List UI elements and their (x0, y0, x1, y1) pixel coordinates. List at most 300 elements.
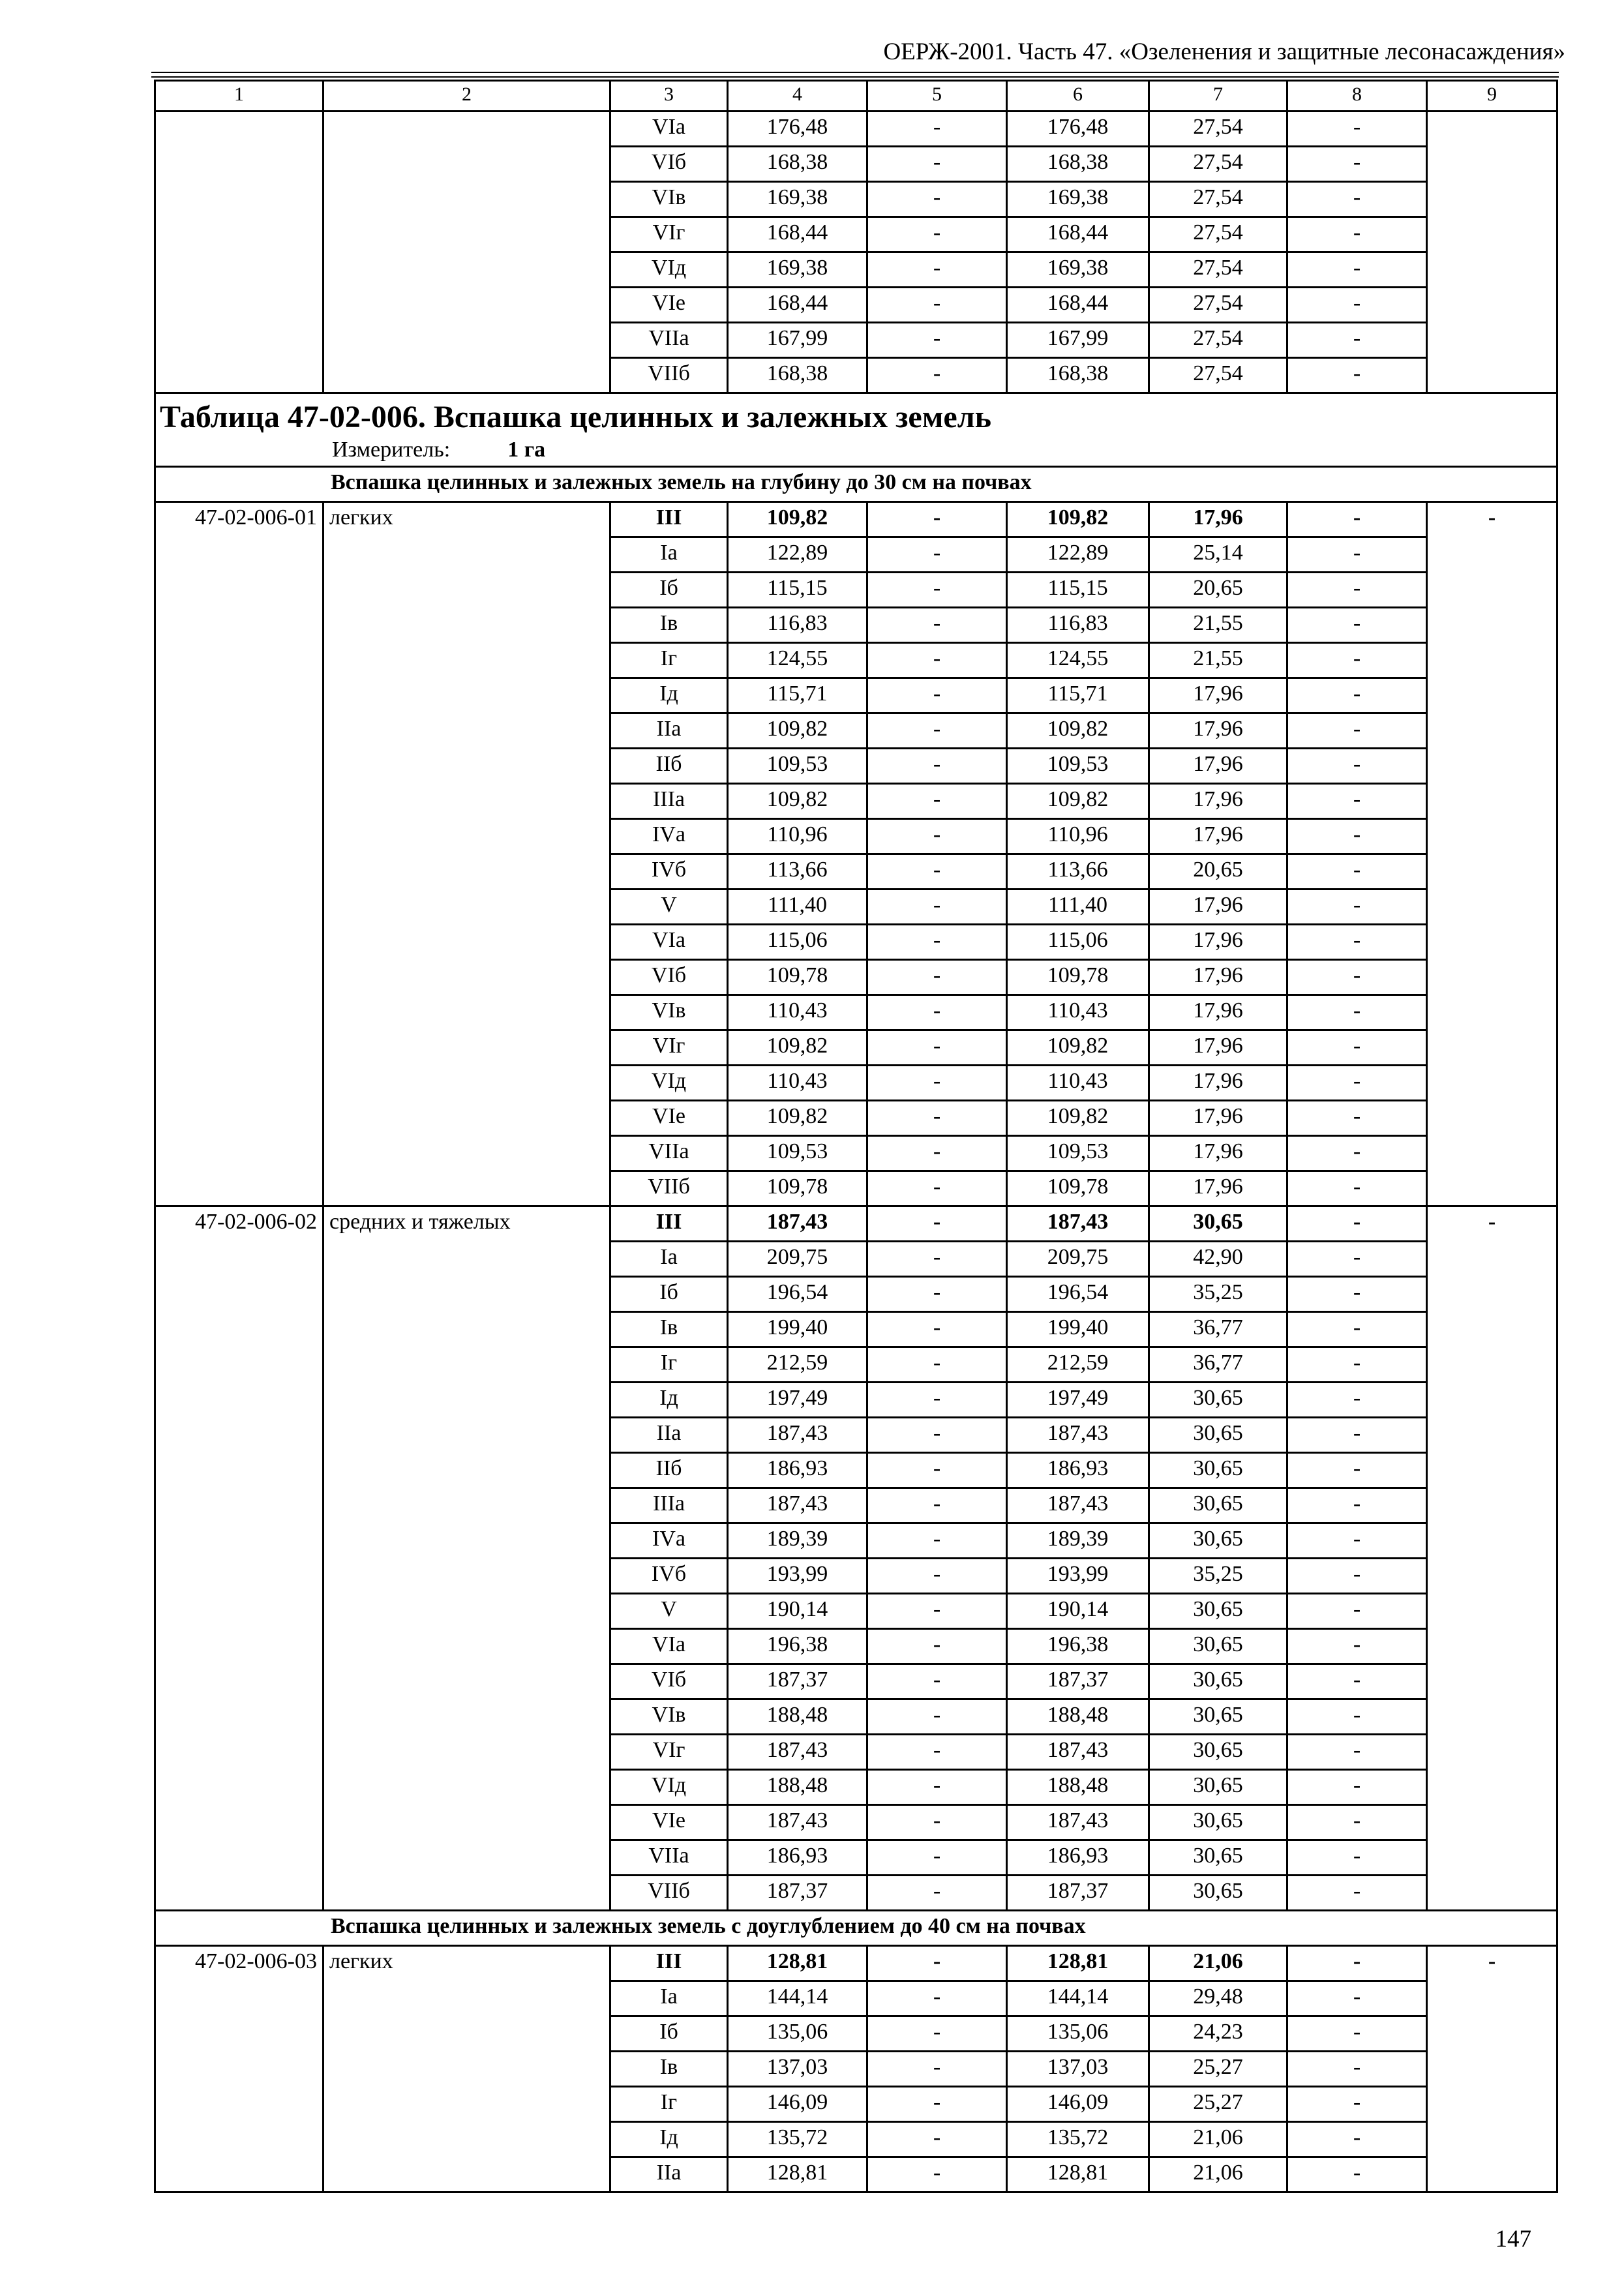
value-cell: 188,48 (728, 1770, 867, 1805)
value-cell: - (1287, 288, 1427, 323)
code-cell (155, 112, 323, 393)
value-cell: - (867, 1347, 1007, 1383)
value-cell: - (867, 537, 1007, 573)
value-cell: - (867, 1981, 1007, 2016)
value-cell: 187,43 (1007, 1805, 1149, 1840)
column-number: 4 (728, 81, 867, 112)
value-cell: Iа (610, 1981, 728, 2016)
unit-line (156, 437, 1556, 463)
value-cell: - (1287, 608, 1427, 643)
value-cell: IVб (610, 1559, 728, 1594)
value-cell: VIа (610, 925, 728, 960)
code-cell: 47-02-006-01 (155, 502, 323, 1206)
value-cell: - (1287, 1735, 1427, 1770)
value-cell: Iб (610, 2016, 728, 2052)
value-cell: - (1287, 1488, 1427, 1523)
value-cell: 193,99 (1007, 1559, 1149, 1594)
value-cell: VIд (610, 1066, 728, 1101)
value-cell: 137,03 (1007, 2052, 1149, 2087)
value-cell: - (867, 1242, 1007, 1277)
value-cell: 109,82 (1007, 502, 1149, 537)
value-cell: 109,53 (728, 749, 867, 784)
value-cell: 27,54 (1149, 288, 1287, 323)
value-cell: - (1287, 1066, 1427, 1101)
value-cell: 110,96 (1007, 819, 1149, 854)
value-cell: - (1287, 1629, 1427, 1664)
value-cell: - (1287, 573, 1427, 608)
value-cell: - (867, 1946, 1007, 1981)
value-cell: 17,96 (1149, 995, 1287, 1030)
value-cell: 30,65 (1149, 1876, 1287, 1911)
value-cell: 30,65 (1149, 1383, 1287, 1418)
value-cell: 188,48 (728, 1699, 867, 1735)
value-cell: IIIа (610, 784, 728, 819)
value-cell: 17,96 (1149, 1030, 1287, 1066)
value-cell: - (867, 1876, 1007, 1911)
value-cell: - (867, 2122, 1007, 2157)
value-cell: VIб (610, 960, 728, 995)
value-cell: IIб (610, 749, 728, 784)
value-cell: VIе (610, 1805, 728, 1840)
value-cell: 17,96 (1149, 749, 1287, 784)
column-number: 8 (1287, 81, 1427, 112)
value-cell: VIе (610, 1101, 728, 1136)
value-cell: - (867, 288, 1007, 323)
value-cell: 21,06 (1149, 2157, 1287, 2192)
value-cell: 135,72 (1007, 2122, 1149, 2157)
value-cell: - (1287, 1101, 1427, 1136)
value-cell: - (1287, 1805, 1427, 1840)
value-cell: 168,38 (1007, 358, 1149, 393)
value-cell: 193,99 (728, 1559, 867, 1594)
table-title: Таблица 47-02-006. Вспашка целинных и залежных земель (160, 400, 992, 434)
value-cell: - (867, 358, 1007, 393)
value-cell: Iд (610, 2122, 728, 2157)
value-cell: - (1287, 2157, 1427, 2192)
table-row (155, 502, 1557, 537)
page-number: 147 (1495, 2226, 1531, 2252)
value-cell: 168,38 (1007, 147, 1149, 182)
value-cell: VIб (610, 147, 728, 182)
value-cell: - (1287, 1453, 1427, 1488)
value-cell: 109,82 (728, 1030, 867, 1066)
value-cell: - (1287, 643, 1427, 678)
section-heading: Вспашка целинных и залежных земель на глубину до 30 см на почвах (155, 467, 1557, 502)
code-cell: 47-02-006-02 (155, 1206, 323, 1911)
value-cell: - (867, 1629, 1007, 1664)
value-cell: - (1287, 678, 1427, 713)
value-cell: VIIб (610, 358, 728, 393)
value-cell: 109,53 (728, 1136, 867, 1171)
value-cell: 196,38 (1007, 1629, 1149, 1664)
value-cell: 168,38 (728, 358, 867, 393)
value-cell: - (1287, 217, 1427, 252)
value-cell: 109,82 (728, 784, 867, 819)
value-cell: 189,39 (1007, 1523, 1149, 1559)
value-cell: 30,65 (1149, 1664, 1287, 1699)
value-cell: 30,65 (1149, 1840, 1287, 1876)
column-number: 5 (867, 81, 1007, 112)
value-cell: Iа (610, 537, 728, 573)
value-cell: 187,43 (728, 1206, 867, 1242)
value-cell: 27,54 (1149, 358, 1287, 393)
value-cell: 27,54 (1149, 112, 1287, 147)
value-cell: IIа (610, 713, 728, 749)
value-cell: IIб (610, 1453, 728, 1488)
value-cell: 30,65 (1149, 1805, 1287, 1840)
value-cell: 188,48 (1007, 1770, 1149, 1805)
value-cell: 109,82 (1007, 1030, 1149, 1066)
value-cell: - (867, 1488, 1007, 1523)
value-cell: 128,81 (1007, 1946, 1149, 1981)
value-cell: 30,65 (1149, 1206, 1287, 1242)
value-cell: 24,23 (1149, 2016, 1287, 2052)
value-cell: 116,83 (1007, 608, 1149, 643)
value-cell: Iв (610, 1312, 728, 1347)
value-cell: 135,06 (728, 2016, 867, 2052)
value-cell: - (1287, 1312, 1427, 1347)
value-cell: - (867, 713, 1007, 749)
value-cell: 20,65 (1149, 573, 1287, 608)
value-cell: - (867, 784, 1007, 819)
value-cell: 115,71 (1007, 678, 1149, 713)
value-cell: 27,54 (1149, 147, 1287, 182)
value-cell: - (1287, 252, 1427, 288)
value-cell: - (1287, 358, 1427, 393)
column-number: 2 (323, 81, 610, 112)
value-cell: - (867, 1770, 1007, 1805)
value-cell: V (610, 890, 728, 925)
value-cell: 109,82 (728, 1101, 867, 1136)
value-cell: 113,66 (728, 854, 867, 890)
value-cell: 17,96 (1149, 784, 1287, 819)
value-cell: VIа (610, 1629, 728, 1664)
value-cell: 199,40 (728, 1312, 867, 1347)
value-cell: 17,96 (1149, 713, 1287, 749)
value-cell: 169,38 (1007, 182, 1149, 217)
value-cell: 190,14 (1007, 1594, 1149, 1629)
value-cell: 169,38 (1007, 252, 1149, 288)
value-cell: - (1287, 1876, 1427, 1911)
value-cell: - (867, 147, 1007, 182)
col9-cell: - (1427, 502, 1557, 1206)
value-cell: - (1287, 960, 1427, 995)
value-cell: - (1287, 1594, 1427, 1629)
section-heading-row (155, 1911, 1557, 1946)
value-cell: 109,53 (1007, 749, 1149, 784)
value-cell: 196,54 (728, 1277, 867, 1312)
value-cell: - (867, 925, 1007, 960)
value-cell: - (1287, 1981, 1427, 2016)
value-cell: - (867, 1735, 1007, 1770)
value-cell: - (867, 1453, 1007, 1488)
name-cell (323, 112, 610, 393)
value-cell: - (867, 1418, 1007, 1453)
value-cell: 168,38 (728, 147, 867, 182)
value-cell: - (867, 1699, 1007, 1735)
value-cell: 124,55 (728, 643, 867, 678)
value-cell: - (867, 960, 1007, 995)
value-cell: 30,65 (1149, 1770, 1287, 1805)
value-cell: IIа (610, 1418, 728, 1453)
value-cell: 196,38 (728, 1629, 867, 1664)
value-cell: 42,90 (1149, 1242, 1287, 1277)
value-cell: 109,53 (1007, 1136, 1149, 1171)
value-cell: 209,75 (728, 1242, 867, 1277)
value-cell: VIIб (610, 1171, 728, 1206)
value-cell: 17,96 (1149, 502, 1287, 537)
value-cell: - (1287, 1418, 1427, 1453)
running-header: ОЕРЖ-2001. Часть 47. «Озеленения и защитные лесонасаждения» (883, 38, 1565, 65)
value-cell: - (1287, 1946, 1427, 1981)
value-cell: 109,78 (1007, 960, 1149, 995)
value-cell: 186,93 (728, 1840, 867, 1876)
value-cell: - (1287, 2052, 1427, 2087)
value-cell: VIIа (610, 323, 728, 358)
value-cell: 17,96 (1149, 678, 1287, 713)
value-cell: 212,59 (728, 1347, 867, 1383)
value-cell: 17,96 (1149, 1101, 1287, 1136)
value-cell: - (1287, 1347, 1427, 1383)
name-cell: легких (323, 502, 610, 1206)
value-cell: - (1287, 1171, 1427, 1206)
value-cell: 30,65 (1149, 1418, 1287, 1453)
value-cell: VIв (610, 1699, 728, 1735)
value-cell: - (867, 2157, 1007, 2192)
value-cell: 21,06 (1149, 2122, 1287, 2157)
value-cell: IVб (610, 854, 728, 890)
value-cell: 167,99 (728, 323, 867, 358)
value-cell: 199,40 (1007, 1312, 1149, 1347)
value-cell: - (1287, 1136, 1427, 1171)
value-cell: 187,43 (1007, 1418, 1149, 1453)
value-cell: - (1287, 537, 1427, 573)
value-cell: 115,15 (1007, 573, 1149, 608)
value-cell: - (867, 112, 1007, 147)
value-cell: Iг (610, 1347, 728, 1383)
value-cell: 17,96 (1149, 1171, 1287, 1206)
value-cell: 186,93 (1007, 1453, 1149, 1488)
value-cell: 128,81 (728, 1946, 867, 1981)
value-cell: 168,44 (1007, 288, 1149, 323)
value-cell: 146,09 (1007, 2087, 1149, 2122)
value-cell: - (867, 2087, 1007, 2122)
value-cell: 168,44 (1007, 217, 1149, 252)
value-cell: Iа (610, 1242, 728, 1277)
value-cell: 109,82 (1007, 1101, 1149, 1136)
value-cell: Iд (610, 678, 728, 713)
value-cell: - (1287, 713, 1427, 749)
value-cell: 21,06 (1149, 1946, 1287, 1981)
value-cell: 169,38 (728, 182, 867, 217)
value-cell: - (867, 2052, 1007, 2087)
value-cell: VIд (610, 252, 728, 288)
value-cell: VIб (610, 1664, 728, 1699)
value-cell: - (1287, 1277, 1427, 1312)
value-cell: 124,55 (1007, 643, 1149, 678)
table-title-cell (155, 393, 1557, 467)
col9-cell: - (1427, 1946, 1557, 2192)
value-cell: VIIб (610, 1876, 728, 1911)
value-cell: - (1287, 1030, 1427, 1066)
value-cell: VIе (610, 288, 728, 323)
value-cell: 187,43 (1007, 1488, 1149, 1523)
value-cell: - (1287, 2122, 1427, 2157)
value-cell: - (867, 182, 1007, 217)
value-cell: 187,43 (1007, 1206, 1149, 1242)
value-cell: VIв (610, 182, 728, 217)
column-number: 6 (1007, 81, 1149, 112)
value-cell: 187,43 (728, 1735, 867, 1770)
value-cell: 187,37 (728, 1876, 867, 1911)
value-cell: 30,65 (1149, 1594, 1287, 1629)
value-cell: - (867, 1136, 1007, 1171)
value-cell: - (1287, 323, 1427, 358)
value-cell: - (867, 1664, 1007, 1699)
value-cell: 197,49 (728, 1383, 867, 1418)
value-cell: - (1287, 819, 1427, 854)
value-cell: - (867, 1383, 1007, 1418)
value-cell: 17,96 (1149, 819, 1287, 854)
value-cell: - (867, 1559, 1007, 1594)
value-cell: III (610, 1946, 728, 1981)
value-cell: 109,78 (1007, 1171, 1149, 1206)
value-cell: 35,25 (1149, 1559, 1287, 1594)
value-cell: - (1287, 995, 1427, 1030)
header-rule (151, 72, 1559, 73)
value-cell: 212,59 (1007, 1347, 1149, 1383)
value-cell: 115,71 (728, 678, 867, 713)
value-cell: VIа (610, 112, 728, 147)
value-cell: - (867, 573, 1007, 608)
col9-cell: - (1427, 1206, 1557, 1911)
value-cell: Iг (610, 643, 728, 678)
table-row (155, 112, 1557, 147)
col9-cell (1427, 112, 1557, 393)
value-cell: - (1287, 1840, 1427, 1876)
column-number: 3 (610, 81, 728, 112)
value-cell: 144,14 (1007, 1981, 1149, 2016)
value-cell: 17,96 (1149, 925, 1287, 960)
value-cell: - (1287, 2087, 1427, 2122)
value-cell: 169,38 (728, 252, 867, 288)
value-cell: 27,54 (1149, 217, 1287, 252)
value-cell: 115,15 (728, 573, 867, 608)
value-cell: 109,78 (728, 1171, 867, 1206)
value-cell: Iб (610, 573, 728, 608)
value-cell: 30,65 (1149, 1523, 1287, 1559)
value-cell: - (867, 608, 1007, 643)
value-cell: - (1287, 1383, 1427, 1418)
value-cell: 168,44 (728, 217, 867, 252)
value-cell: 187,37 (1007, 1664, 1149, 1699)
value-cell: - (1287, 925, 1427, 960)
value-cell: 30,65 (1149, 1453, 1287, 1488)
value-cell: 109,82 (1007, 784, 1149, 819)
value-cell: IIIа (610, 1488, 728, 1523)
value-cell: - (1287, 1523, 1427, 1559)
value-cell: 30,65 (1149, 1488, 1287, 1523)
value-cell: - (1287, 890, 1427, 925)
value-cell: Iв (610, 2052, 728, 2087)
value-cell: 27,54 (1149, 323, 1287, 358)
column-number-row (155, 81, 1557, 112)
value-cell: 27,54 (1149, 252, 1287, 288)
value-cell: 116,83 (728, 608, 867, 643)
value-cell: - (1287, 147, 1427, 182)
value-cell: - (867, 1523, 1007, 1559)
value-cell: - (867, 1101, 1007, 1136)
value-cell: 109,82 (728, 713, 867, 749)
value-cell: 17,96 (1149, 960, 1287, 995)
value-cell: - (1287, 112, 1427, 147)
value-cell: 187,43 (728, 1488, 867, 1523)
value-cell: - (867, 502, 1007, 537)
value-cell: IVа (610, 819, 728, 854)
value-cell: - (1287, 1664, 1427, 1699)
table-row (155, 1946, 1557, 1981)
value-cell: VIIа (610, 1136, 728, 1171)
value-cell: 122,89 (728, 537, 867, 573)
value-cell: 135,06 (1007, 2016, 1149, 2052)
value-cell: 189,39 (728, 1523, 867, 1559)
value-cell: - (867, 749, 1007, 784)
value-cell: 21,55 (1149, 608, 1287, 643)
column-number: 1 (155, 81, 323, 112)
value-cell: 17,96 (1149, 1136, 1287, 1171)
value-cell: IIа (610, 2157, 728, 2192)
value-cell: 109,82 (728, 502, 867, 537)
name-cell: средних и тяжелых (323, 1206, 610, 1911)
value-cell: - (1287, 502, 1427, 537)
value-cell: - (867, 1312, 1007, 1347)
value-cell: 167,99 (1007, 323, 1149, 358)
value-cell: - (867, 2016, 1007, 2052)
header-rule (151, 76, 1559, 78)
value-cell: 20,65 (1149, 854, 1287, 890)
value-cell: 110,96 (728, 819, 867, 854)
value-cell: VIв (610, 995, 728, 1030)
value-cell: Iд (610, 1383, 728, 1418)
value-cell: 176,48 (1007, 112, 1149, 147)
value-cell: - (867, 1840, 1007, 1876)
section-heading: Вспашка целинных и залежных земель с доуглублением до 40 см на почвах (155, 1911, 1557, 1946)
value-cell: 36,77 (1149, 1347, 1287, 1383)
value-cell: - (1287, 1559, 1427, 1594)
value-cell: 197,49 (1007, 1383, 1149, 1418)
value-cell: - (867, 1805, 1007, 1840)
value-cell: 176,48 (728, 112, 867, 147)
value-cell: - (867, 819, 1007, 854)
table-row (155, 1206, 1557, 1242)
value-cell: 168,44 (728, 288, 867, 323)
value-cell: 110,43 (728, 1066, 867, 1101)
value-cell: 187,43 (728, 1418, 867, 1453)
value-cell: 25,27 (1149, 2052, 1287, 2087)
value-cell: 188,48 (1007, 1699, 1149, 1735)
value-cell: 30,65 (1149, 1699, 1287, 1735)
value-cell: - (1287, 2016, 1427, 2052)
value-cell: - (867, 890, 1007, 925)
value-cell: 17,96 (1149, 1066, 1287, 1101)
value-cell: - (1287, 182, 1427, 217)
value-cell: 187,43 (728, 1805, 867, 1840)
value-cell: - (867, 1066, 1007, 1101)
value-cell: Iг (610, 2087, 728, 2122)
unit-value: 1 га (507, 438, 546, 462)
value-cell: - (867, 323, 1007, 358)
value-cell: - (867, 1030, 1007, 1066)
